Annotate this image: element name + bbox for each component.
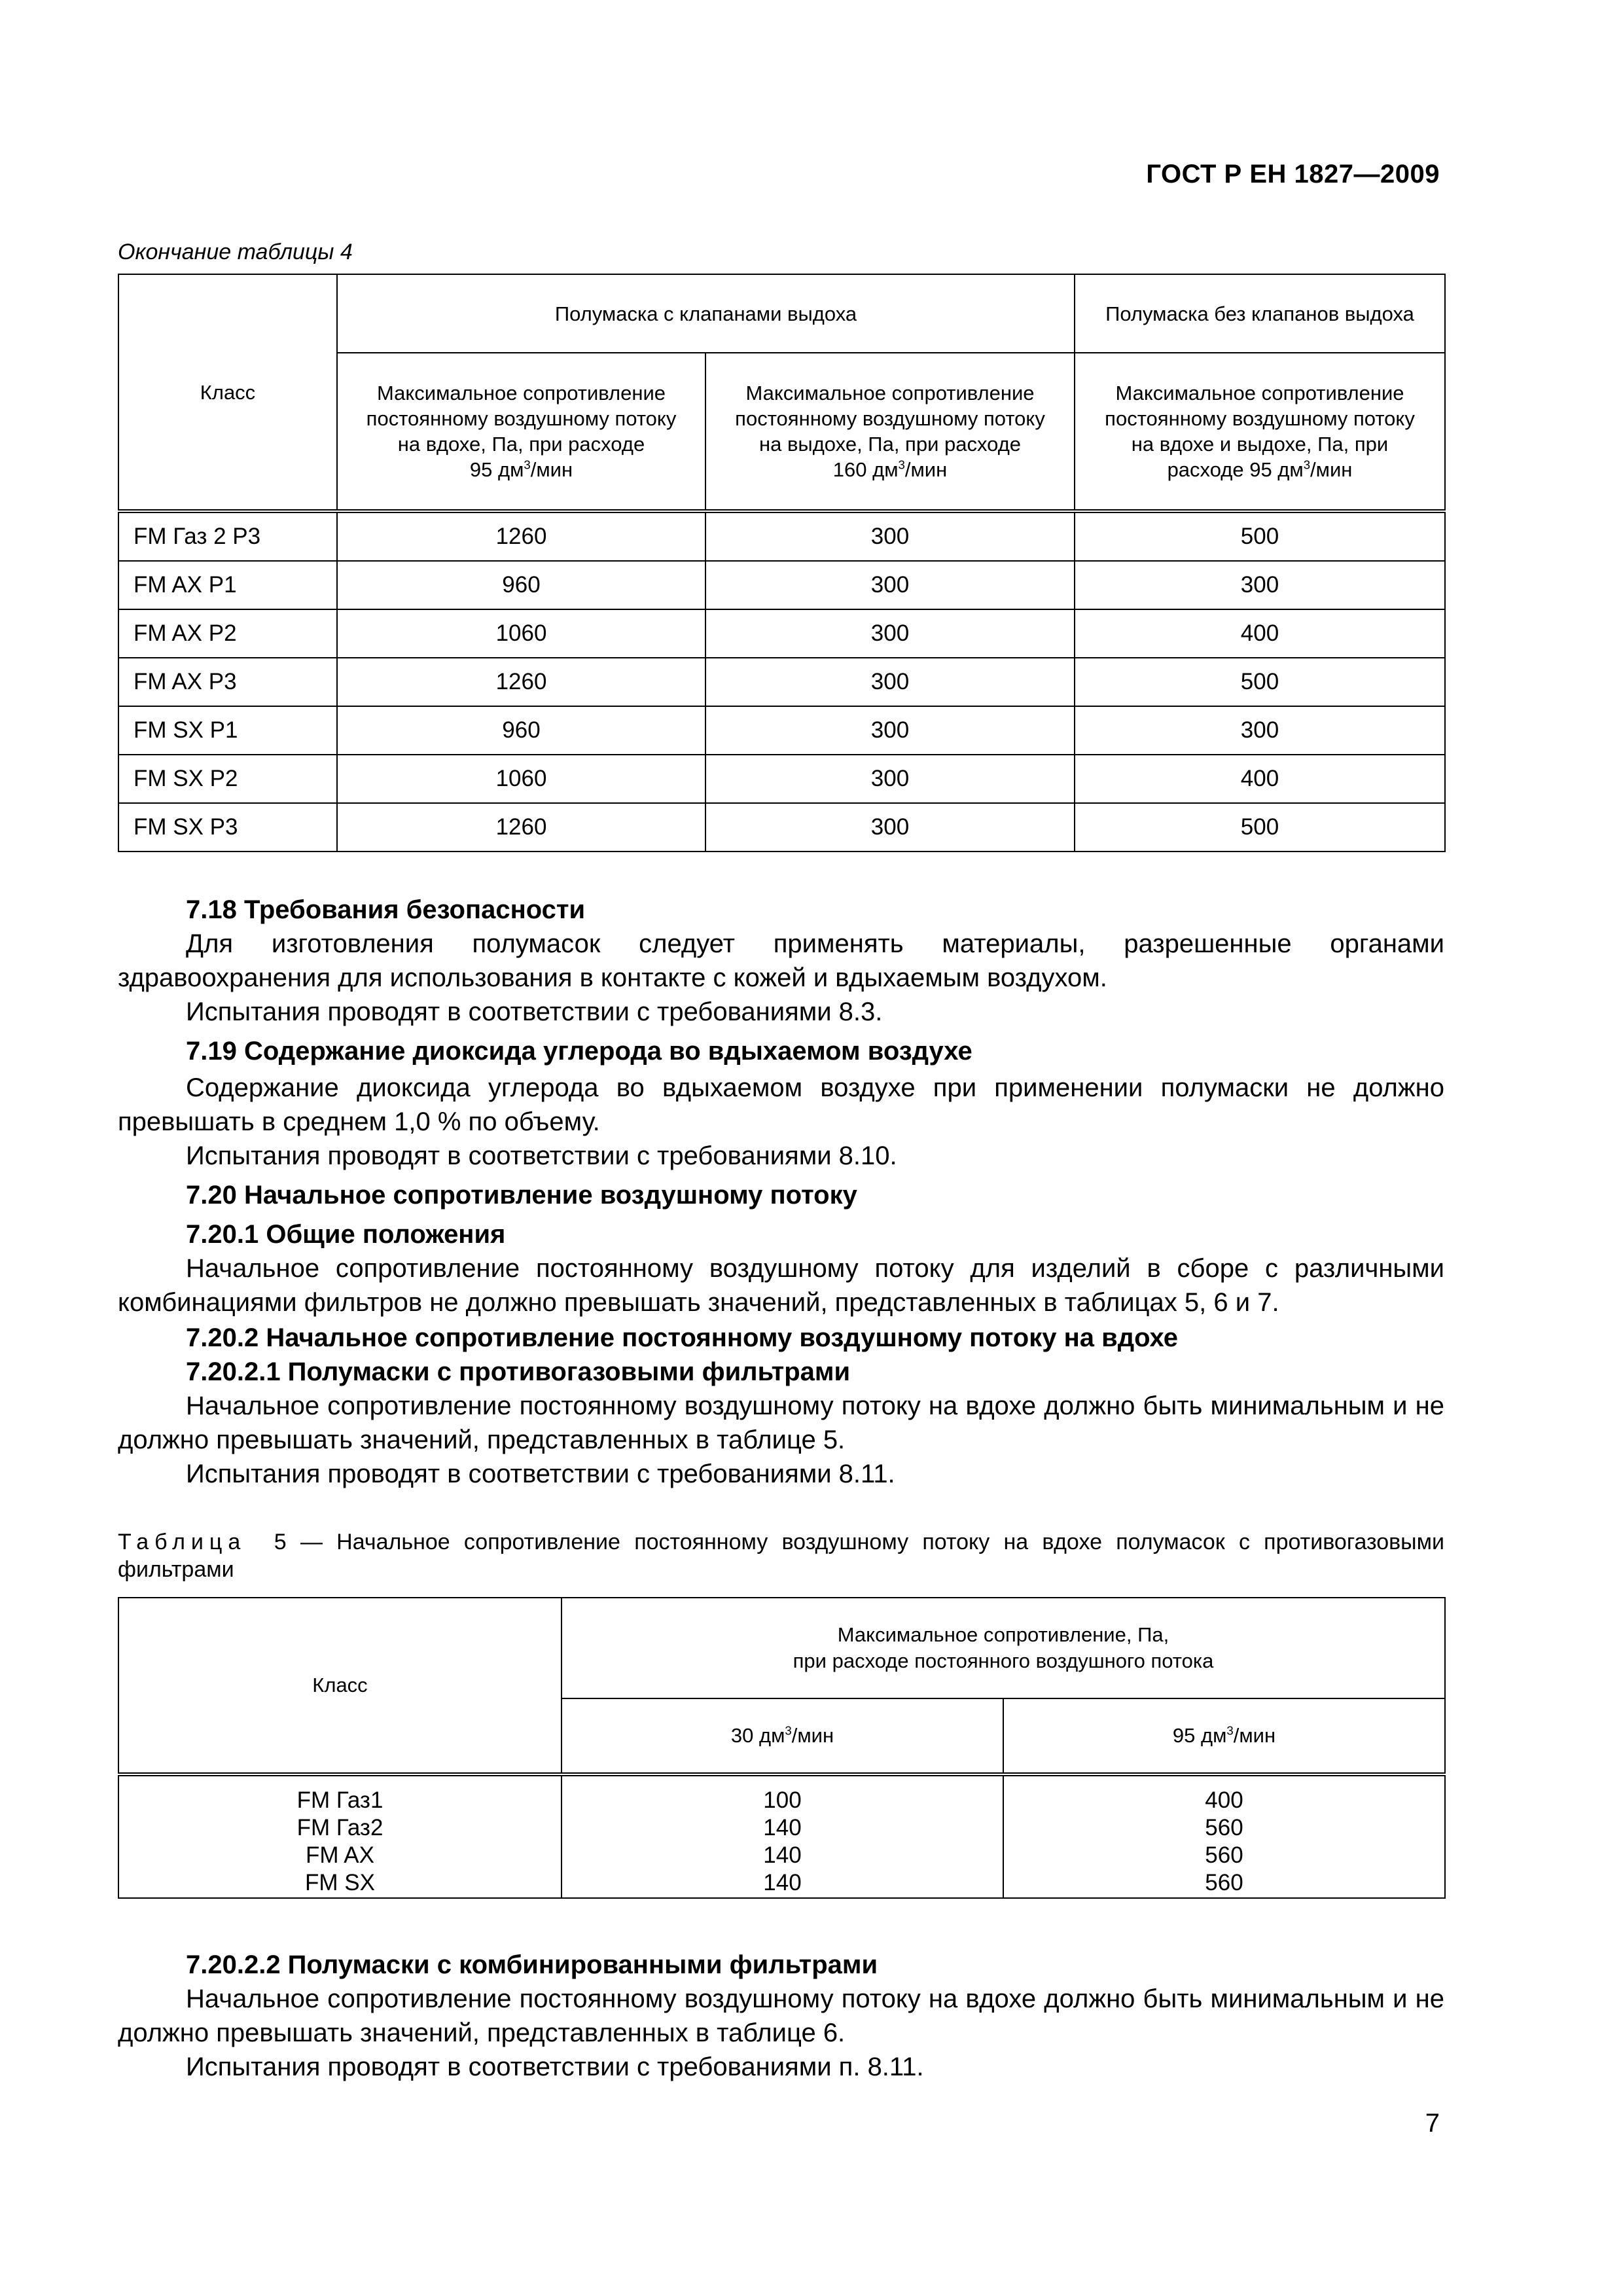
- table5-value: 140: [763, 1870, 802, 1895]
- table5-value: 400: [1205, 1787, 1243, 1813]
- table4-cell: 300: [1075, 706, 1445, 755]
- table4-col-exhale-line: Максимальное сопротивление: [745, 382, 1035, 404]
- table4-cell: 960: [337, 706, 705, 755]
- table4-cell: 1260: [337, 511, 705, 561]
- table4-group-with-valves: Полумаска с клапанами выдоха: [337, 274, 1075, 353]
- table4-col-exhale-line: 160 $дм^3$/мин: [832, 457, 948, 481]
- table5-value: 560: [1205, 1815, 1243, 1840]
- table4-cell: 300: [705, 658, 1075, 706]
- section-7-19-test-note: Испытания проводят в соответствии с требованиями 8.10.: [186, 1141, 897, 1170]
- table5-value: 140: [763, 1842, 802, 1868]
- table5-col-95: 95 $дм^3$/мин: [1003, 1698, 1445, 1774]
- section-7-20-heading: 7.20 Начальное сопротивление воздушному потоку: [186, 1181, 857, 1210]
- table4-cell-class: FM Газ 2 P3: [118, 511, 337, 561]
- table4-cell: 1060: [337, 755, 705, 803]
- table5-caption-text: 5 — Начальное сопротивление постоянному воздушному потоку на вдохе полумасок с противогазовыми фильтрами: [118, 1530, 1444, 1582]
- table-row: [118, 658, 1445, 706]
- table5-col30-cell: [562, 1774, 1003, 1898]
- table5-value: 100: [763, 1787, 802, 1813]
- table4-cell-class: FM AX P2: [118, 609, 337, 658]
- table4-col-inhale-line: постоянному воздушному потоку: [366, 407, 677, 430]
- table4-cell: 300: [705, 803, 1075, 852]
- table5-group-header-line: Максимальное сопротивление, Па,: [837, 1623, 1169, 1646]
- table5-class: FM SX: [305, 1870, 375, 1895]
- table4-col-inhale-line: на вдохе, Па, при расходе: [397, 433, 645, 456]
- page-number: 7: [1425, 2109, 1440, 2138]
- table4-cell: 1260: [337, 803, 705, 852]
- section-7-20-1-heading: 7.20.1 Общие положения: [186, 1220, 506, 1249]
- table4-cell: 300: [705, 511, 1075, 561]
- table5-class: FM Газ1: [296, 1787, 383, 1813]
- table4-col-exhale-line: на выдохе, Па, при расходе: [758, 433, 1022, 456]
- table-row: [118, 755, 1445, 803]
- section-7-20-2-1-paragraph: Начальное сопротивление постоянному воздушному потоку на вдохе должно быть минимальным и не должно превышать значений, представленных в таблице 5.: [118, 1391, 1444, 1454]
- table-row: [118, 609, 1445, 658]
- table-row: [118, 803, 1445, 852]
- table-5: [118, 1597, 1446, 1899]
- table4-cell: 300: [705, 561, 1075, 609]
- table4-cell: 300: [705, 706, 1075, 755]
- table-row: [118, 561, 1445, 609]
- table5-value: 560: [1205, 1870, 1243, 1895]
- section-7-20-2-1-test-note: Испытания проводят в соответствии с требованиями 8.11.: [186, 1460, 895, 1488]
- table4-col-inhale-line: 95 $дм^3$/мин: [469, 457, 573, 481]
- table4-cell: 300: [705, 755, 1075, 803]
- table4-col-inhale: [337, 353, 705, 511]
- document-standard-id: ГОСТ Р ЕН 1827—2009: [1146, 160, 1440, 188]
- section-7-18-test-note: Испытания проводят в соответствии с требованиями 8.3.: [186, 997, 883, 1026]
- table4-col-exhale-line: постоянному воздушному потоку: [735, 407, 1045, 430]
- table4-cell: 500: [1075, 803, 1445, 852]
- section-7-20-2-heading: 7.20.2 Начальное сопротивление постоянному воздушному потоку на вдохе: [186, 1323, 1179, 1352]
- table5-caption: [118, 1528, 1444, 1583]
- table4-cell: 1060: [337, 609, 705, 658]
- table4-cell: 960: [337, 561, 705, 609]
- table5-classes-cell: [118, 1774, 562, 1898]
- table-row: [118, 511, 1445, 561]
- table4-group-without-valves: Полумаска без клапанов выдоха: [1075, 274, 1445, 353]
- section-7-20-2-1-heading: 7.20.2.1 Полумаски с противогазовыми фильтрами: [186, 1357, 851, 1386]
- table4-col-inhale-exhale-line: Максимальное сопротивление: [1115, 382, 1404, 404]
- table4-col-exhale: [705, 353, 1075, 511]
- table4-cell: 400: [1075, 755, 1445, 803]
- table-row: [118, 706, 1445, 755]
- table4-caption: Окончание таблицы 4: [118, 240, 353, 264]
- table4-col-inhale-line: Максимальное сопротивление: [376, 382, 666, 404]
- section-7-19-heading: 7.19 Содержание диоксида углерода во вдыхаемом воздухе: [186, 1037, 972, 1066]
- table4-col-inhale-exhale-line: на вдохе и выдохе, Па, при: [1131, 433, 1389, 456]
- table5-col-30: 30 $дм^3$/мин: [562, 1698, 1003, 1774]
- table5-class-header: Класс: [118, 1598, 562, 1774]
- table4-cell-class: FM AX P1: [118, 561, 337, 609]
- table5-label: Таблица: [118, 1530, 247, 1554]
- table5-group-header: [562, 1598, 1445, 1698]
- table4-cell: 300: [1075, 561, 1445, 609]
- table4-cell-class: FM AX P3: [118, 658, 337, 706]
- section-7-18-paragraph: Для изготовления полумасок следует применять материалы, разрешенные органами здравоохранения для использования в контакте с кожей и вдыхаемым воздухом.: [118, 929, 1444, 992]
- table5-value: 560: [1205, 1842, 1243, 1868]
- table5-value: 140: [763, 1815, 802, 1840]
- table-row: [118, 1774, 1445, 1898]
- section-7-20-1-paragraph: Начальное сопротивление постоянному воздушному потоку для изделий в сборе с различными комбинациями фильтров не должно превышать значений, представленных в таблицах 5, 6 и 7.: [118, 1254, 1444, 1317]
- table4-cell-class: FM SX P1: [118, 706, 337, 755]
- section-7-20-2-2-paragraph: Начальное сопротивление постоянному воздушному потоку на вдохе должно быть минимальным и не должно превышать значений, представленных в таблице 6.: [118, 1984, 1444, 2047]
- table4-cell: 1260: [337, 658, 705, 706]
- section-7-20-2-2-heading: 7.20.2.2 Полумаски с комбинированными фильтрами: [186, 1950, 878, 1979]
- table4-cell: 400: [1075, 609, 1445, 658]
- section-7-18-heading: 7.18 Требования безопасности: [186, 895, 586, 924]
- table5-class: FM AX: [305, 1842, 375, 1868]
- table4-cell-class: FM SX P3: [118, 803, 337, 852]
- table5-group-header-line: при расходе постоянного воздушного потока: [793, 1649, 1214, 1672]
- table-4: [118, 274, 1446, 852]
- table5-col95-cell: [1003, 1774, 1445, 1898]
- table4-cell-class: FM SX P2: [118, 755, 337, 803]
- table4-col-inhale-exhale-line: расходе 95 $дм^3$/мин: [1167, 457, 1353, 481]
- section-7-19-paragraph: Содержание диоксида углерода во вдыхаемом воздухе при применении полумаски не должно превышать в среднем 1,0 % по объему.: [118, 1073, 1444, 1136]
- table4-cell: 500: [1075, 658, 1445, 706]
- table4-cell: 300: [705, 609, 1075, 658]
- table4-class-header: Класс: [118, 274, 337, 511]
- table5-class: FM Газ2: [296, 1815, 383, 1840]
- table4-col-inhale-exhale-line: постоянному воздушному потоку: [1105, 407, 1415, 430]
- section-7-20-2-2-test-note: Испытания проводят в соответствии с требованиями п. 8.11.: [186, 2053, 924, 2081]
- table4-cell: 500: [1075, 511, 1445, 561]
- table4-col-inhale-exhale: [1075, 353, 1445, 511]
